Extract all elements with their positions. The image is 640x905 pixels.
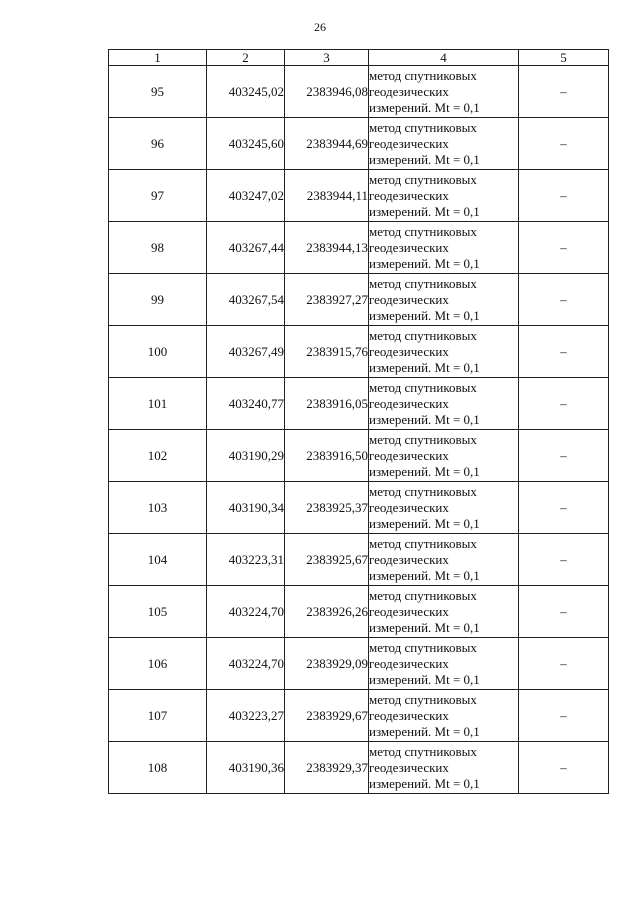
method-line-3: измерений. Mt = 0,1 (369, 307, 480, 323)
table-row (109, 378, 609, 430)
coordinate-y: 2383915,76 (285, 326, 369, 378)
method-line-2: геодезических (369, 655, 449, 671)
method-line-2: геодезических (369, 447, 449, 463)
header-row (109, 50, 609, 66)
header-col-5: 5 (519, 50, 609, 66)
coordinate-x: 403190,34 (207, 482, 285, 534)
method-line-2: геодезических (369, 239, 449, 255)
header-col-4: 4 (369, 50, 519, 66)
note-dash: – (519, 638, 609, 690)
coordinate-x: 403190,29 (207, 430, 285, 482)
table-row (109, 170, 609, 222)
method-description (369, 274, 519, 326)
note-dash: – (519, 170, 609, 222)
method-line-3: измерений. Mt = 0,1 (369, 671, 480, 687)
method-description (369, 118, 519, 170)
method-line-3: измерений. Mt = 0,1 (369, 463, 480, 479)
method-line-3: измерений. Mt = 0,1 (369, 567, 480, 583)
method-line-1: метод спутниковых (369, 119, 477, 135)
coordinate-x: 403247,02 (207, 170, 285, 222)
method-line-3: измерений. Mt = 0,1 (369, 359, 480, 375)
method-line-2: геодезических (369, 83, 449, 99)
method-line-2: геодезических (369, 759, 449, 775)
coordinate-x: 403245,02 (207, 66, 285, 118)
table-row (109, 274, 609, 326)
method-line-3: измерений. Mt = 0,1 (369, 255, 480, 271)
table-row (109, 534, 609, 586)
method-description (369, 742, 519, 794)
method-line-2: геодезических (369, 603, 449, 619)
table-row (109, 690, 609, 742)
point-number: 98 (109, 222, 207, 274)
note-dash: – (519, 66, 609, 118)
note-dash: – (519, 430, 609, 482)
coordinates-table (108, 49, 609, 794)
coordinate-x: 403267,49 (207, 326, 285, 378)
point-number: 96 (109, 118, 207, 170)
method-line-2: геодезических (369, 395, 449, 411)
method-line-3: измерений. Mt = 0,1 (369, 151, 480, 167)
method-line-3: измерений. Mt = 0,1 (369, 619, 480, 635)
method-line-2: геодезических (369, 291, 449, 307)
note-dash: – (519, 274, 609, 326)
method-line-1: метод спутниковых (369, 691, 477, 707)
method-line-1: метод спутниковых (369, 431, 477, 447)
table-body (109, 66, 609, 794)
note-dash: – (519, 690, 609, 742)
header-col-3: 3 (285, 50, 369, 66)
coordinate-y: 2383929,67 (285, 690, 369, 742)
method-line-2: геодезических (369, 343, 449, 359)
method-line-1: метод спутниковых (369, 327, 477, 343)
method-line-1: метод спутниковых (369, 743, 477, 759)
coordinate-x: 403190,36 (207, 742, 285, 794)
method-line-2: геодезических (369, 499, 449, 515)
table-header (109, 50, 609, 66)
method-line-1: метод спутниковых (369, 483, 477, 499)
method-line-3: измерений. Mt = 0,1 (369, 411, 480, 427)
method-line-3: измерений. Mt = 0,1 (369, 203, 480, 219)
table-row (109, 222, 609, 274)
coordinate-y: 2383916,50 (285, 430, 369, 482)
coordinate-y: 2383944,11 (285, 170, 369, 222)
point-number: 95 (109, 66, 207, 118)
method-description (369, 326, 519, 378)
note-dash: – (519, 534, 609, 586)
note-dash: – (519, 482, 609, 534)
method-line-2: геодезических (369, 707, 449, 723)
method-line-1: метод спутниковых (369, 171, 477, 187)
table-row (109, 482, 609, 534)
method-line-1: метод спутниковых (369, 223, 477, 239)
table-row (109, 638, 609, 690)
point-number: 99 (109, 274, 207, 326)
note-dash: – (519, 222, 609, 274)
method-line-2: геодезических (369, 551, 449, 567)
method-line-3: измерений. Mt = 0,1 (369, 515, 480, 531)
method-description (369, 534, 519, 586)
point-number: 97 (109, 170, 207, 222)
method-line-2: геодезических (369, 135, 449, 151)
coordinate-x: 403267,54 (207, 274, 285, 326)
point-number: 104 (109, 534, 207, 586)
coordinate-y: 2383916,05 (285, 378, 369, 430)
method-line-1: метод спутниковых (369, 535, 477, 551)
coordinate-y: 2383929,09 (285, 638, 369, 690)
point-number: 108 (109, 742, 207, 794)
note-dash: – (519, 118, 609, 170)
coordinate-x: 403223,27 (207, 690, 285, 742)
method-description (369, 170, 519, 222)
point-number: 102 (109, 430, 207, 482)
method-line-3: измерений. Mt = 0,1 (369, 99, 480, 115)
point-number: 107 (109, 690, 207, 742)
note-dash: – (519, 586, 609, 638)
table-row (109, 742, 609, 794)
header-col-2: 2 (207, 50, 285, 66)
method-description (369, 378, 519, 430)
point-number: 100 (109, 326, 207, 378)
method-line-1: метод спутниковых (369, 379, 477, 395)
note-dash: – (519, 326, 609, 378)
table-row (109, 66, 609, 118)
method-description (369, 222, 519, 274)
method-description (369, 638, 519, 690)
method-line-1: метод спутниковых (369, 639, 477, 655)
header-col-1: 1 (109, 50, 207, 66)
method-line-1: метод спутниковых (369, 67, 477, 83)
coordinate-x: 403267,44 (207, 222, 285, 274)
coordinate-y: 2383946,08 (285, 66, 369, 118)
coordinate-y: 2383944,69 (285, 118, 369, 170)
coordinate-y: 2383927,27 (285, 274, 369, 326)
method-line-1: метод спутниковых (369, 587, 477, 603)
table-row (109, 326, 609, 378)
table-row (109, 430, 609, 482)
coordinate-x: 403224,70 (207, 586, 285, 638)
coordinate-y: 2383925,37 (285, 482, 369, 534)
table-row (109, 586, 609, 638)
method-line-3: измерений. Mt = 0,1 (369, 775, 480, 791)
table-row (109, 118, 609, 170)
method-description (369, 66, 519, 118)
note-dash: – (519, 742, 609, 794)
note-dash: – (519, 378, 609, 430)
page-number: 26 (314, 20, 326, 34)
method-line-3: измерений. Mt = 0,1 (369, 723, 480, 739)
method-description (369, 430, 519, 482)
method-description (369, 690, 519, 742)
coordinate-y: 2383926,26 (285, 586, 369, 638)
coordinate-x: 403245,60 (207, 118, 285, 170)
method-line-2: геодезических (369, 187, 449, 203)
point-number: 105 (109, 586, 207, 638)
coordinate-y: 2383925,67 (285, 534, 369, 586)
coordinate-y: 2383944,13 (285, 222, 369, 274)
method-description (369, 586, 519, 638)
coordinate-y: 2383929,37 (285, 742, 369, 794)
point-number: 101 (109, 378, 207, 430)
coordinate-x: 403240,77 (207, 378, 285, 430)
method-description (369, 482, 519, 534)
point-number: 103 (109, 482, 207, 534)
coordinate-x: 403223,31 (207, 534, 285, 586)
coordinate-x: 403224,70 (207, 638, 285, 690)
point-number: 106 (109, 638, 207, 690)
method-line-1: метод спутниковых (369, 275, 477, 291)
